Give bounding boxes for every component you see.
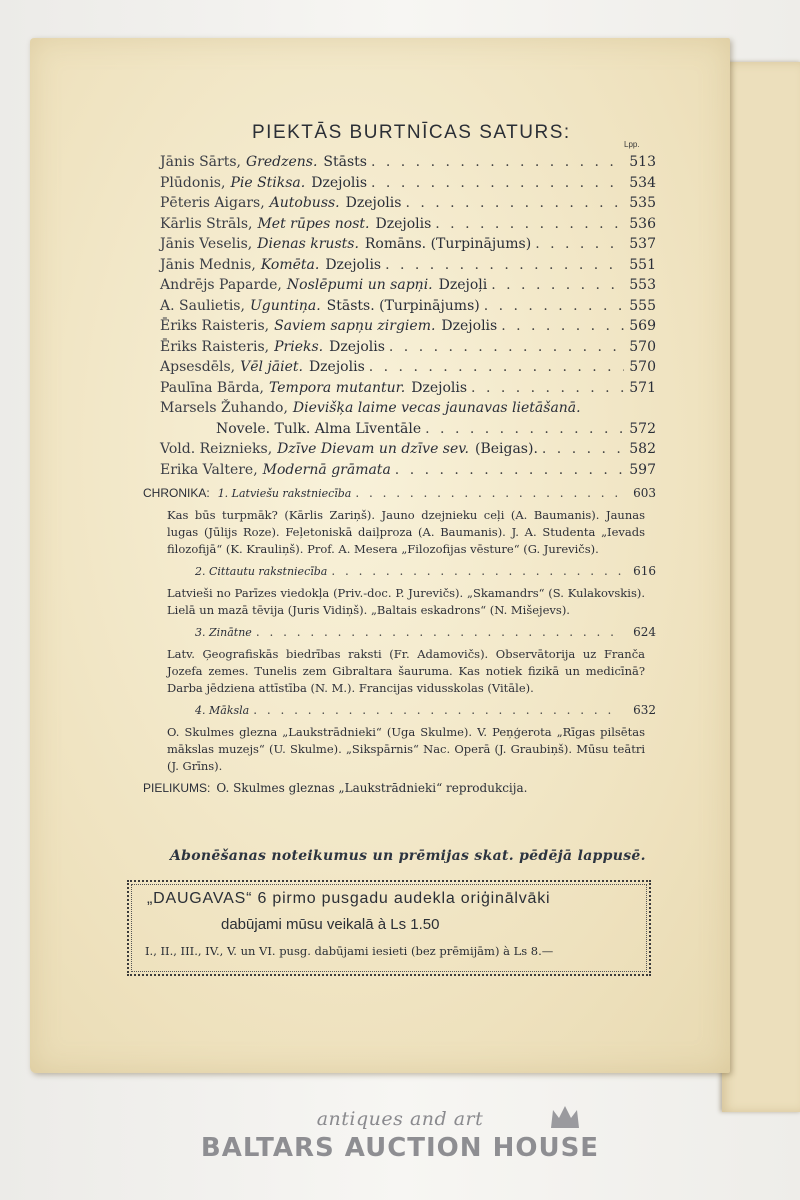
toc-type: (Beigas). — [474, 441, 538, 457]
toc-title: Pie Stiksa. — [230, 174, 306, 191]
toc-row — [160, 277, 656, 298]
chronicle-section-title: 1. Latviešu rakstniecība — [217, 487, 352, 500]
chronicle-row — [143, 625, 656, 644]
toc-leader — [425, 421, 624, 437]
chronicle-section-title: 4. Māksla — [195, 704, 250, 717]
toc-title: Saviem sapņu zirgiem. — [274, 318, 436, 334]
toc-page-number: 553 — [629, 277, 656, 293]
toc-leader — [491, 277, 624, 293]
toc-page-number: 597 — [629, 461, 656, 478]
toc-type: Dzejolis — [329, 338, 385, 355]
toc-row — [160, 421, 656, 442]
back-cover-edge — [722, 62, 800, 1112]
chronicle-leader — [256, 625, 622, 639]
toc-type: Romāns. (Turpinājums) — [364, 236, 532, 252]
toc-author: Apsesdēls, — [160, 359, 236, 375]
toc-row — [160, 441, 656, 462]
toc-leader — [535, 236, 624, 252]
toc-title: Modernā grāmata — [262, 461, 391, 478]
chronicle-section-title: 2. Cittautu rakstniecība — [195, 565, 328, 578]
toc-title: Dievišķa laime vecas jaunavas lietāšanā. — [292, 400, 581, 416]
toc-page-number: 570 — [629, 359, 656, 375]
toc-type: Stāsts — [323, 154, 367, 170]
page-column-label: Lpp. — [624, 140, 640, 149]
toc-row — [160, 236, 656, 257]
toc-author: Jānis Veselis, — [160, 236, 253, 252]
toc-type: Dzejolis — [325, 256, 382, 273]
toc-leader — [501, 318, 624, 334]
toc-page-number: 572 — [629, 420, 656, 437]
toc-title: Dzīve Dievam un dzīve sev. — [277, 441, 469, 457]
toc-leader — [385, 257, 624, 273]
toc-author: Jānis Mednis, — [160, 256, 256, 273]
toc-author: Paulīna Bārda, — [160, 379, 265, 396]
page-title: PIEKTĀS BURTNĪCAS SATURS: — [252, 122, 571, 143]
toc-author: Pēteris Aigars, — [160, 195, 265, 211]
toc-type: Novele. Tulk. Alma Līventāle — [216, 420, 422, 437]
toc-leader — [371, 175, 624, 191]
toc-leader — [484, 298, 624, 314]
toc-author: Kārlis Strāls, — [160, 215, 253, 232]
toc-type: Stāsts. (Turpinājums) — [326, 297, 480, 314]
watermark-tagline: antiques and art — [316, 1108, 484, 1130]
toc-type: Dzejolis — [308, 359, 365, 375]
ad-line-1: „DAUGAVAS“ 6 pirmo pusgadu audekla oriģinālvāki — [147, 890, 551, 907]
toc-leader — [405, 195, 624, 211]
ad-line-2: dabūjami mūsu veikalā à Ls 1.50 — [221, 916, 440, 933]
toc-page-number: 582 — [629, 441, 656, 457]
chronicle-row — [143, 564, 656, 583]
toc-author: Plūdonis, — [160, 174, 226, 191]
toc-page-number: 570 — [629, 338, 656, 355]
chronicle-leader — [331, 564, 622, 578]
toc-author: A. Saulietis, — [160, 297, 245, 314]
chronicle-leader — [355, 486, 622, 500]
chronicle-description: O. Skulmes glezna „Laukstrādnieki“ (Uga Skulme). V. Peņģerota „Rīgas pilsētas mākslas muzejs“ (U. Skulme). „Sikspārnis“ Nac. Operā (J. Graubiņš). Mūsu teātri (J. Grīns). — [167, 725, 645, 773]
toc-leader — [395, 462, 624, 478]
chronicle-page-number: 632 — [633, 703, 656, 717]
toc-title: Uguntiņa. — [249, 297, 321, 314]
toc-type: Dzejolis — [311, 174, 368, 191]
toc-leader — [389, 339, 624, 355]
toc-row — [160, 216, 656, 237]
toc-author: Marsels Žuhando, — [160, 400, 288, 416]
watermark-brand: BALTARS AUCTION HOUSE — [200, 1133, 600, 1163]
toc-page-number: 569 — [629, 318, 656, 334]
toc-leader — [371, 154, 624, 170]
toc-author: Jānis Sārts, — [160, 154, 241, 170]
toc-page-number: 536 — [629, 215, 656, 232]
toc-type: Dzejolis — [345, 195, 402, 211]
toc-page-number: 537 — [629, 236, 656, 252]
toc-row — [160, 318, 656, 339]
ad-line-3: I., II., III., IV., V. un VI. pusg. dabūjami iesieti (bez prēmijām) à Ls 8.— — [145, 944, 554, 958]
toc-row — [160, 298, 656, 319]
toc-title: Autobuss. — [269, 195, 340, 211]
toc-title: Gredzens. — [245, 154, 318, 170]
toc-row — [160, 195, 656, 216]
toc-author: Vold. Reiznieks, — [160, 441, 273, 457]
toc-row — [160, 462, 656, 483]
chronicle-description: Kas būs turpmāk? (Kārlis Zariņš). Jauno dzejnieku ceļi (A. Baumanis). Jaunas lugas (Jūlijs Roze). Feļetoniskā daiļproza (A. Baumanis). J. A. Studenta „Ievads filozofijā“ (K. Krauliņš). Prof. A. Mesera „Filozofijas vēsture“ (G. Jurevičs). — [167, 508, 645, 556]
toc-title: Komēta. — [260, 256, 320, 273]
chronicle-page-number: 616 — [633, 564, 656, 578]
chronicle-leader — [253, 703, 622, 717]
toc-title: Prieks. — [274, 338, 324, 355]
toc-row — [160, 154, 656, 175]
toc-author: Andrējs Paparde, — [160, 277, 282, 293]
chronicle-section-title: 3. Zinātne — [195, 626, 252, 639]
toc-type: Dzejoļi — [438, 277, 488, 293]
toc-page-number: 535 — [629, 195, 656, 211]
chronicle-page-number: 603 — [633, 486, 656, 500]
toc-title: Vēl jāiet. — [240, 359, 303, 375]
chronicle-row — [143, 486, 656, 505]
toc-leader — [369, 359, 624, 375]
toc-title: Dienas krusts. — [257, 236, 359, 252]
toc-type: Dzejolis — [411, 379, 468, 396]
table-of-contents — [160, 154, 656, 482]
chronicle-label: CHRONIKA: — [143, 486, 210, 500]
toc-author: Ēriks Raisteris, — [160, 338, 270, 355]
chronicle-section — [143, 486, 656, 795]
toc-page-number: 555 — [629, 297, 656, 314]
toc-title: Met rūpes nost. — [257, 215, 370, 232]
toc-leader — [435, 216, 624, 232]
advertisement-box — [127, 880, 651, 976]
chronicle-description: Latvieši no Parīzes viedokļa (Priv.-doc. P. Jurevičs). „Skamandrs“ (S. Kulakovskis). Lielā un mazā tēvija (Juris Vidiņš). „Baltais eskadrons“ (N. Mišejevs). — [167, 586, 645, 617]
toc-row — [160, 359, 656, 380]
toc-row — [160, 339, 656, 360]
toc-row — [160, 380, 656, 401]
toc-type: Dzejolis — [375, 215, 432, 232]
chronicle-description: Latv. Ģeografiskās biedrības raksti (Fr. Adamovičs). Observātorija uz Franča Jozefa zemes. Tunelis zem Gibraltara šauruma. Kas notiek fizikā un medicīnā? Darba jēdziena attīstība (N. M.). Francijas vidusskolas (Vitāle). — [167, 647, 645, 695]
chronicle-row — [143, 703, 656, 722]
toc-title: Tempora mutantur. — [269, 379, 406, 396]
toc-page-number: 534 — [629, 174, 656, 191]
toc-leader — [471, 380, 624, 396]
toc-row — [160, 257, 656, 278]
toc-page-number: 571 — [629, 379, 656, 396]
supplement-row — [143, 781, 656, 795]
subscription-note: Abonēšanas noteikumus un prēmijas skat. pēdējā lappusē. — [170, 848, 646, 864]
toc-page-number: 513 — [629, 154, 656, 170]
toc-title: Noslēpumi un sapņi. — [286, 277, 433, 293]
toc-leader — [542, 441, 624, 457]
supplement-text: O. Skulmes gleznas „Laukstrādnieki“ reprodukcija. — [216, 781, 528, 795]
supplement-label: PIELIKUMS: — [143, 781, 211, 795]
toc-type: Dzejolis — [441, 318, 498, 334]
toc-row — [160, 175, 656, 196]
chronicle-page-number: 624 — [633, 625, 656, 639]
toc-page-number: 551 — [629, 256, 656, 273]
toc-row — [160, 400, 656, 421]
toc-author: Ēriks Raisteris, — [160, 318, 270, 334]
toc-author: Erika Valtere, — [160, 461, 258, 478]
